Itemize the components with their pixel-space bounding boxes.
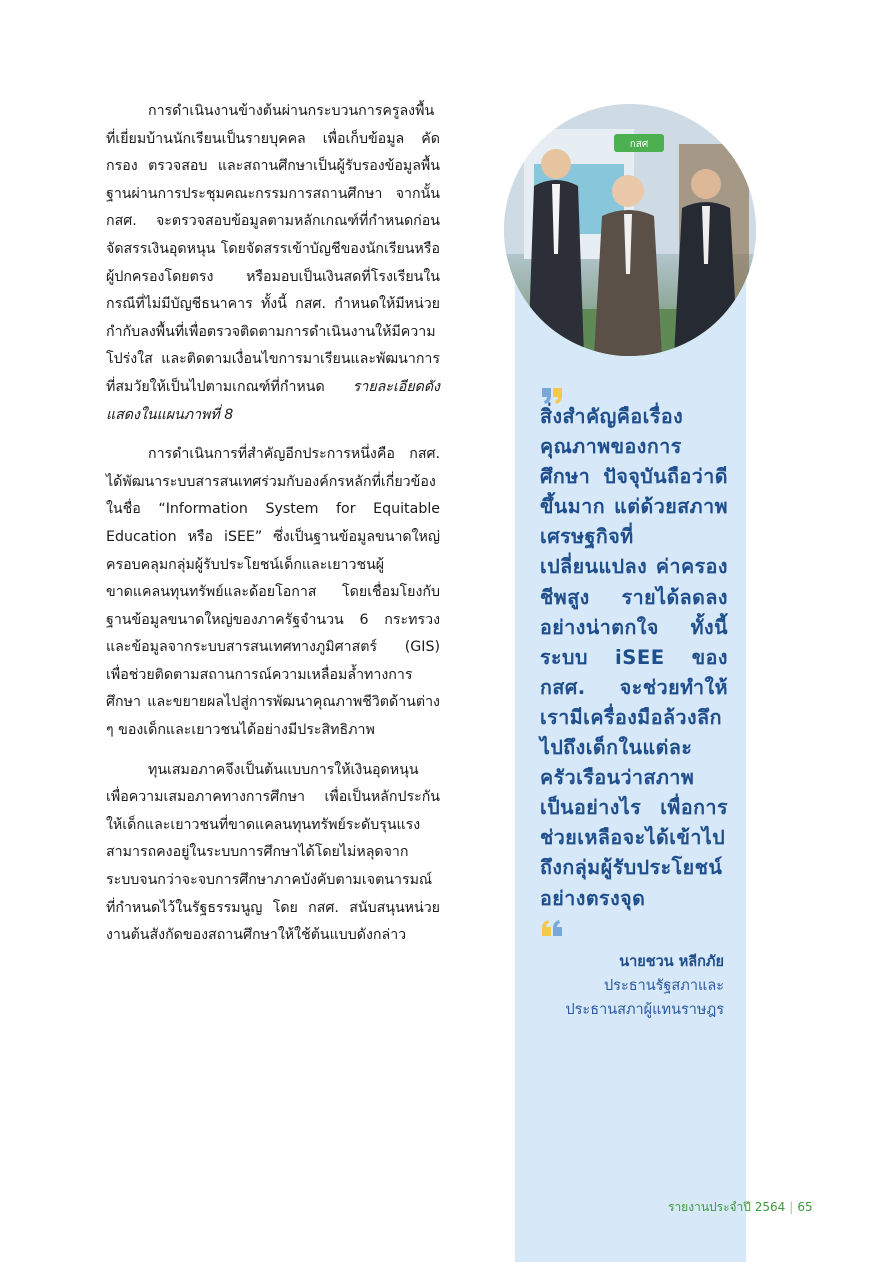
speaker-role-line-1: ประธานรัฐสภาและ bbox=[603, 978, 724, 994]
page-number: 65 bbox=[797, 1200, 813, 1214]
speaker-role-line-2: ประธานสภาผู้แทนราษฎร bbox=[565, 1002, 724, 1018]
speaker-photo bbox=[504, 104, 756, 356]
speaker-attribution bbox=[565, 950, 724, 1022]
body-paragraph-1: การดำเนินงานข้างต้นผ่านกระบวนการครูลงพื้นที่เยี่ยมบ้านนักเรียนเป็นรายบุคคล เพื่อเก็บข้อมูล คัดกรอง ตรวจสอบ และสถานศึกษาเป็นผู้รับรองข้อมูลพื้นฐานผ่านการประชุมคณะกรรมการสถานศึกษา จากนั้น กสศ. จะตรวจสอบข้อมูลตามหลักเกณฑ์ที่กำหนดก่อนจัดสรรเงินอุดหนุน โดยจัดสรรเข้าบัญชีของนักเรียนหรือผู้ปกครองโดยตรง หรือมอบเป็นเงินสดที่โรงเรียนในกรณีที่ไม่มีบัญชีธนาคาร ทั้งนี้ กสศ. กำหนดให้มีหน่วยกำกับลงพื้นที่เพื่อตรวจติดตามการดำเนินงานให้มีความโปร่งใส และติดตามเงื่อนไขการมาเรียนและพัฒนาการที่สมวัยให้เป็นไปตามเกณฑ์ที่กำหนด รายละเอียดดังแสดงในแผนภาพที่ 8 bbox=[106, 103, 440, 423]
footer-separator: | bbox=[789, 1200, 794, 1214]
close-quote-icon bbox=[540, 918, 564, 938]
body-paragraph-2: การดำเนินการที่สำคัญอีกประการหนึ่งคือ กสศ. ได้พัฒนาระบบสารสนเทศร่วมกับองค์กรหลักที่เกี่ยวข้องในชื่อ “Information System for Equitable Education หรือ iSEE” ซึ่งเป็นฐานข้อมูลขนาดใหญ่ครอบคลุมกลุ่มผู้รับประโยชน์เด็กและเยาวชนผู้ขาดแคลนทุนทรัพย์และด้อยโอกาส โดยเชื่อมโยงกับฐานข้อมูลขนาดใหญ่ของภาครัฐจำนวน 6 กระทรวง และข้อมูลจากระบบสารสนเทศทางภูมิศาสตร์ (GIS) เพื่อช่วยติดตามสถานการณ์ความเหลื่อมล้ำทางการศึกษา และขยายผลไปสู่การพัฒนาคุณภาพชีวิตด้านต่าง ๆ ของเด็กและเยาวชนได้อย่างมีประสิทธิภาพ bbox=[106, 446, 440, 739]
speaker-name: นายชวน หลีกภัย bbox=[619, 954, 724, 970]
body-paragraph-3: ทุนเสมอภาคจึงเป็นต้นแบบการให้เงินอุดหนุนเพื่อความเสมอภาคทางการศึกษา เพื่อเป็นหลักประกันให้เด็กและเยาวชนที่ขาดแคลนทุนทรัพย์ระดับรุนแรงสามารถคงอยู่ในระบบการศึกษาได้โดยไม่หลุดจากระบบจนกว่าจะจบการศึกษาภาคบังคับตามเจตนารมณ์ที่กำหนดไว้ในรัฐธรรมนูญ โดย กสศ. สนับสนุนหน่วยงานต้นสังกัดของสถานศึกษาให้ใช้ต้นแบบดังกล่าว bbox=[106, 761, 440, 944]
body-text-column bbox=[106, 98, 440, 962]
report-label: รายงานประจำปี 2564 bbox=[668, 1200, 786, 1214]
pull-quote: สิ่งสำคัญคือเรื่องคุณภาพของการศึกษา ปัจจุบันถือว่าดีขึ้นมาก แต่ด้วยสภาพเศรษฐกิจที่เปลี่ยนแปลง ค่าครองชีพสูง รายได้ลดลงอย่างน่าตกใจ ทั้งนี้ ระบบ iSEE ของ กสศ. จะช่วยทำให้เรามีเครื่องมือล้วงลึกไปถึงเด็กในแต่ละครัวเรือนว่าสภาพเป็นอย่างไร เพื่อการช่วยเหลือจะได้เข้าไปถึงกลุ่มผู้รับประโยชน์อย่างตรงจุด bbox=[540, 405, 728, 910]
page-footer bbox=[668, 1198, 813, 1217]
figure-reference: รายละเอียดดังแสดงในแผนภาพที่ 8 bbox=[106, 378, 440, 423]
backdrop-sign-text: กสศ bbox=[629, 139, 649, 150]
